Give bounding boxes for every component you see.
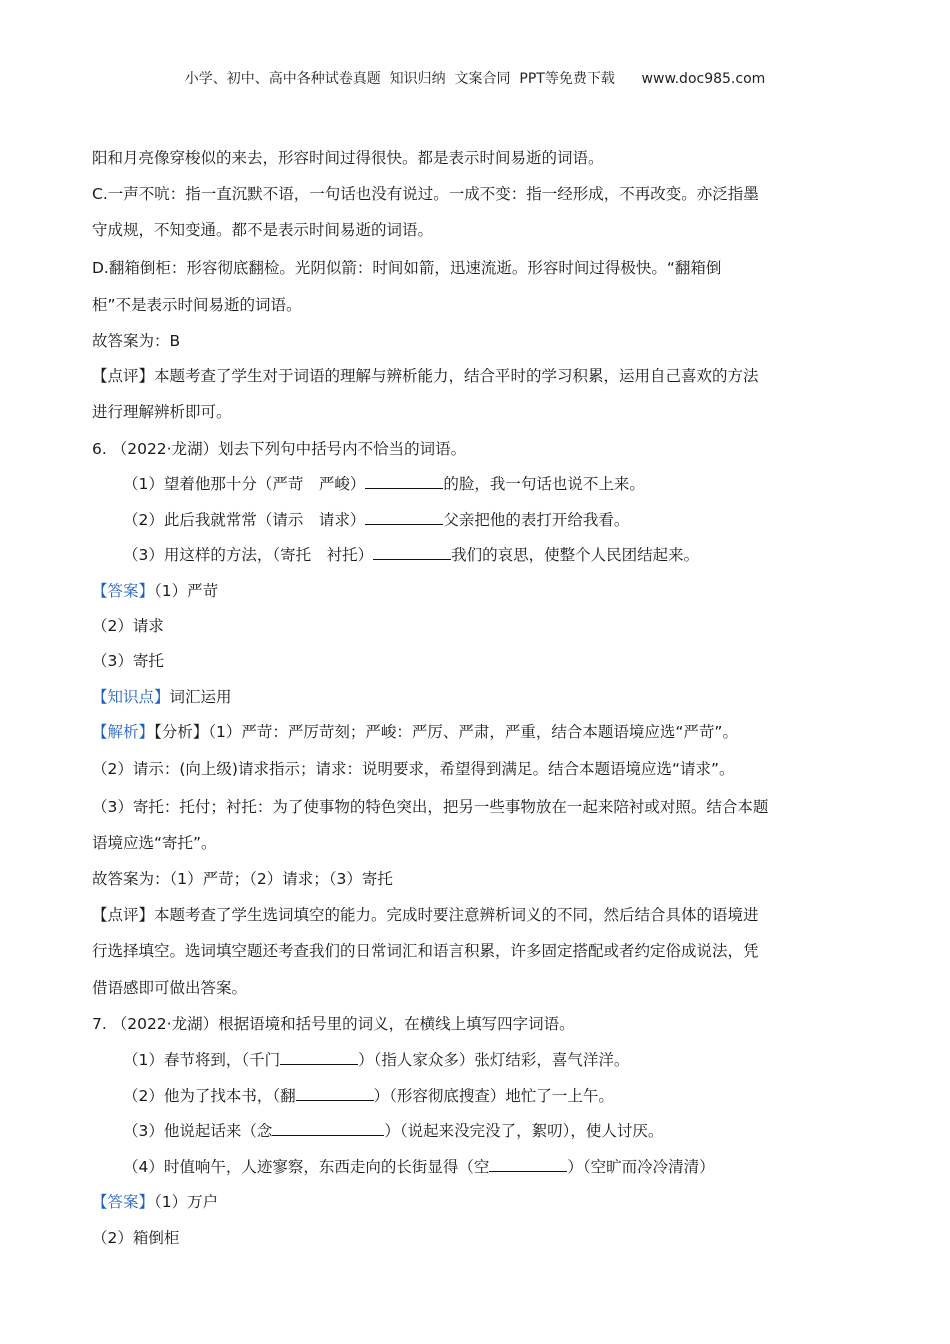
item-text-after: ）（形容彻底搜查）地忙了一上午。 — [373, 1087, 614, 1105]
knowledge-text: 词汇运用 — [169, 688, 232, 706]
analysis-line: （2）请示：(向上级)请求指示；请求：说明要求，希望得到满足。结合本题语境应选“请求”。 — [92, 760, 735, 778]
question-7-item-4 — [123, 1157, 715, 1177]
item-text-before: （3）用这样的方法，（寄托 衬托） — [123, 546, 374, 564]
blank-line — [280, 1050, 358, 1065]
comment-line: 借语感即可做出答案。 — [92, 979, 248, 997]
prev-text-line: 柜”不是表示时间易逝的词语。 — [92, 296, 302, 314]
blank-line — [489, 1157, 567, 1172]
question-7-title: 7. （2022·龙湖）根据语境和括号里的词义，在横线上填写四字词语。 — [92, 1015, 575, 1033]
question-6-item-3 — [123, 545, 699, 565]
item-text-before: （2）此后我就常常（请示 请求） — [123, 511, 366, 529]
item-text-after: 的脸，我一句话也说不上来。 — [443, 475, 645, 493]
item-text-before: （1）春节将到，（千门 — [123, 1051, 281, 1069]
page-header: 小学、初中、高中各种试卷真题 知识归纳 文案合同 PPT等免费下载 www.doc985.com — [184, 71, 766, 87]
question-7-item-1 — [123, 1050, 629, 1070]
prev-text-line: C.一声不吭：指一直沉默不语，一句话也没有说过。一成不变：指一经形成，不再改变。亦泛指墨 — [92, 185, 759, 203]
item-text-after: 父亲把他的表打开给我看。 — [443, 511, 630, 529]
prev-text-line: 守成规，不知变通。都不是表示时间易逝的词语。 — [92, 221, 434, 239]
prev-comment-line: 【点评】本题考查了学生对于词语的理解与辨析能力，结合平时的学习积累，运用自己喜欢的方法 — [92, 367, 759, 385]
knowledge-tag: 【知识点】 — [92, 688, 170, 706]
blank-line — [365, 474, 443, 489]
prev-comment-line: 进行理解辨析即可。 — [92, 403, 232, 421]
analysis-line: （3）寄托：托付；衬托：为了使事物的特色突出，把另一些事物放在一起来陪衬或对照。结合本题 — [92, 798, 769, 816]
question-6-item-1 — [123, 474, 645, 494]
answer-text: （1）万户 — [154, 1193, 219, 1211]
answer-line: （2）请求 — [92, 617, 164, 635]
prev-answer-line: 故答案为：B — [92, 332, 181, 350]
blank-line — [296, 1086, 374, 1101]
analysis-line: 语境应选“寄托”。 — [92, 834, 217, 852]
answer-text: （1）严苛 — [154, 582, 219, 600]
item-text-before: （1）望着他那十分（严苛 严峻） — [123, 475, 366, 493]
answer-tag: 【答案】 — [92, 582, 155, 600]
prev-text-line: 阳和月亮像穿梭似的来去，形容时间过得很快。都是表示时间易逝的词语。 — [92, 149, 604, 167]
knowledge-point — [92, 687, 232, 707]
blank-line — [365, 510, 443, 525]
question-6-item-2 — [123, 510, 629, 530]
item-text-before: （4）时值响午，人迹寥察，东西走向的长街显得（空 — [123, 1158, 490, 1176]
question-7-item-2 — [123, 1086, 614, 1106]
comment-line: 行选择填空。选词填空题还考查我们的日常词汇和语言积累，许多固定搭配或者约定俗成说法，凭 — [92, 942, 759, 960]
analysis-tag: 【解析】 — [92, 723, 155, 741]
question-7-answer — [92, 1192, 218, 1212]
item-text-before: （3）他说起话来（念 — [123, 1122, 273, 1140]
blank-line — [272, 1121, 384, 1136]
item-text-after: 我们的哀思，使整个人民团结起来。 — [451, 546, 700, 564]
item-text-after: ）（指人家众多）张灯结彩，喜气洋洋。 — [358, 1051, 630, 1069]
comment-line: 【点评】本题考查了学生选词填空的能力。完成时要注意辨析词义的不同，然后结合具体的语境进 — [92, 906, 759, 924]
answer-line: （3）寄托 — [92, 652, 164, 670]
item-text-after: ）（说起来没完没了，絮叨），使人讨厌。 — [384, 1122, 664, 1140]
final-answer-line: 故答案为：（1）严苛；（2）请求；（3）寄托 — [92, 870, 393, 888]
analysis-text: 【分析】（1）严苛：严厉苛刻；严峻：严厉、严肃，严重，结合本题语境应选“严苛”。 — [154, 723, 738, 741]
analysis-line — [92, 722, 738, 742]
prev-text-line: D.翻箱倒柜：形容彻底翻检。光阴似箭：时间如箭，迅速流逝。形容时间过得极快。“翻箱倒 — [92, 259, 722, 277]
item-text-after: ）（空旷而冷冷清清） — [567, 1158, 715, 1176]
blank-line — [373, 545, 451, 560]
question-6-answer — [92, 581, 218, 601]
question-7-item-3 — [123, 1121, 663, 1141]
item-text-before: （2）他为了找本书，（翻 — [123, 1087, 296, 1105]
answer-line: （2）箱倒柜 — [92, 1229, 180, 1247]
answer-tag: 【答案】 — [92, 1193, 155, 1211]
question-6-title: 6. （2022·龙湖）划去下列句中括号内不恰当的词语。 — [92, 440, 467, 458]
